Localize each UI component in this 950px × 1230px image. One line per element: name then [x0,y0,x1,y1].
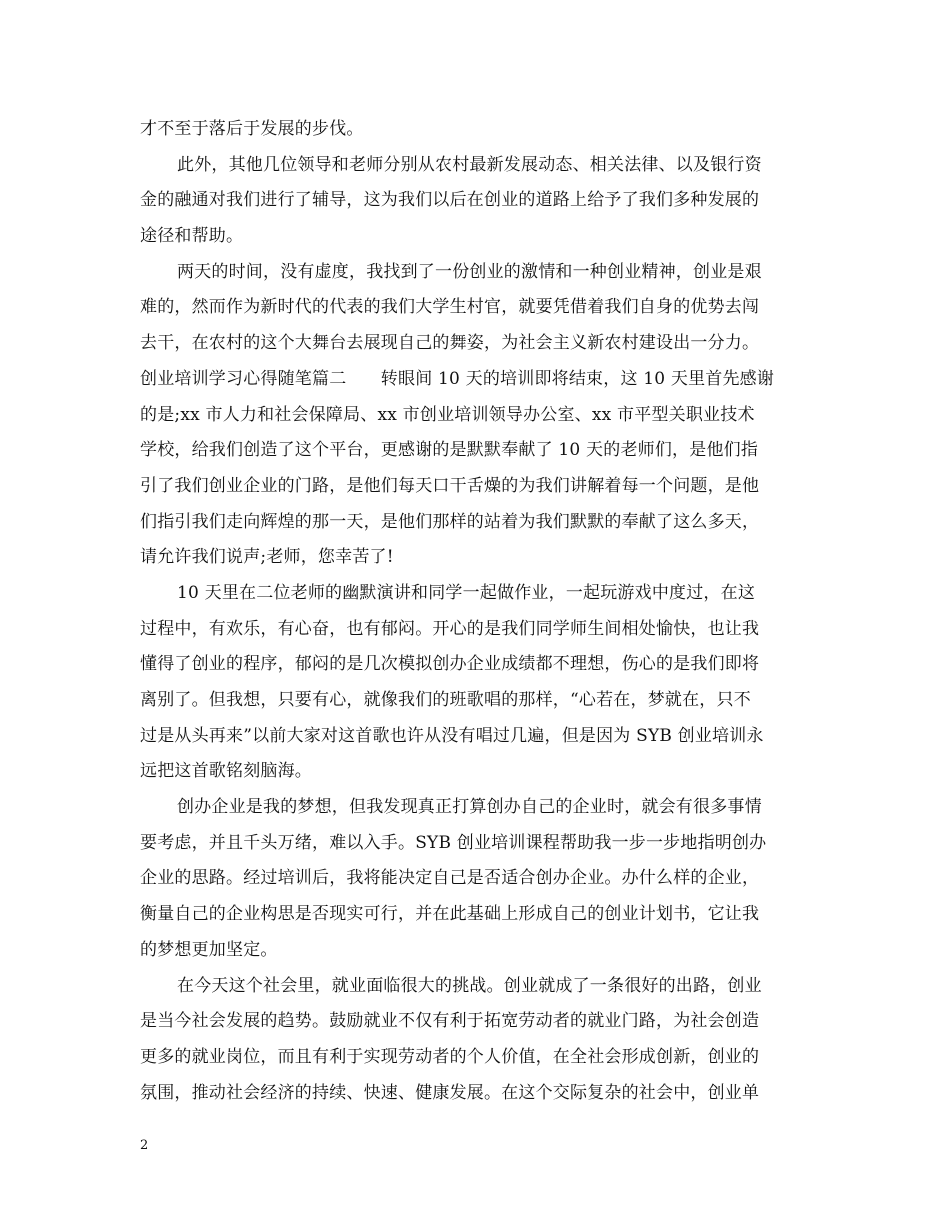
text-line: 们指引我们走向辉煌的那一天，是他们那样的站着为我们默默的奉献了这么多天， [140,511,760,532]
text-line: 衡量自己的企业构思是否现实可行，并在此基础上形成自己的创业计划书，它让我 [140,904,760,925]
text-line: 懂得了创业的程序，郁闷的是几次模拟创办企业成绩都不理想，伤心的是我们即将 [140,654,760,675]
text-line: 10 天里在二位老师的幽默演讲和同学一起做作业，一起玩游戏中度过，在这 [177,582,756,603]
text-line: 去干，在农村的这个大舞台去展现自己的舞姿，为社会主义新农村建设出一分力。 [140,333,760,354]
text-line: 远把这首歌铭刻脑海。 [140,761,312,782]
text-line: 难的，然而作为新时代的代表的我们大学生村官，就要凭借着我们自身的优势去闯 [140,297,760,318]
text-line: 企业的思路。经过培训后，我将能决定自己是否适合创办企业。办什么样的企业， [140,868,760,889]
text-line: 此外，其他几位领导和老师分别从农村最新发展动态、相关法律、以及银行资 [177,154,762,175]
document-body [140,112,820,1111]
text-line: 过程中，有欢乐，有心奋，也有郁闷。开心的是我们同学师生间相处愉快，也让我 [140,618,760,639]
text-line: 的梦想更加坚定。 [140,939,278,960]
text-line: 的是;xx 市人力和社会保障局、xx 市创业培训领导办公室、xx 市平型关职业技术 [140,404,755,425]
text-line: 金的融通对我们进行了辅导，这为我们以后在创业的道路上给予了我们多种发展的 [140,190,760,211]
text-line: 请允许我们说声;老师，您幸苦了! [140,547,394,568]
text-line: 更多的就业岗位，而且有利于实现劳动者的个人价值，在全社会形成创新，创业的 [140,1046,760,1067]
text-line: 创业培训学习心得随笔篇二 转眼间 10 天的培训即将结束，这 10 天里首先感谢 [140,368,775,389]
text-line: 离别了。但我想，只要有心，就像我们的班歌唱的那样，“心若在，梦就在，只不 [140,690,751,710]
text-line: 要考虑，并且千头万绪，难以入手。SYB 创业培训课程帮助我一步一步地指明创办 [140,832,767,853]
text-line: 才不至于落后于发展的步伐。 [140,119,364,139]
text-line: 途径和帮助。 [140,226,244,247]
text-line: 创办企业是我的梦想，但我发现真正打算创办自己的企业时，就会有很多事情 [177,797,762,818]
page-number: 2 [140,1138,149,1153]
text-line: 是当今社会发展的趋势。鼓励就业不仅有利于拓宽劳动者的就业门路，为社会创造 [140,1011,760,1032]
text-line: 过是从头再来”以前大家对这首歌也许从没有唱过几遍，但是因为 SYB 创业培训永 [140,725,764,746]
text-line: 在今天这个社会里，就业面临很大的挑战。创业就成了一条很好的出路，创业 [177,975,762,996]
text-line: 氛围，推动社会经济的持续、快速、健康发展。在这个交际复杂的社会中，创业单 [140,1082,760,1103]
text-line: 引了我们创业企业的门路，是他们每天口干舌燥的为我们讲解着每一个问题，是他 [140,475,760,496]
text-line: 学校，给我们创造了这个平台，更感谢的是默默奉献了 10 天的老师们，是他们指 [140,440,759,461]
text-line: 两天的时间，没有虚度，我找到了一份创业的激情和一种创业精神，创业是艰 [177,261,762,282]
